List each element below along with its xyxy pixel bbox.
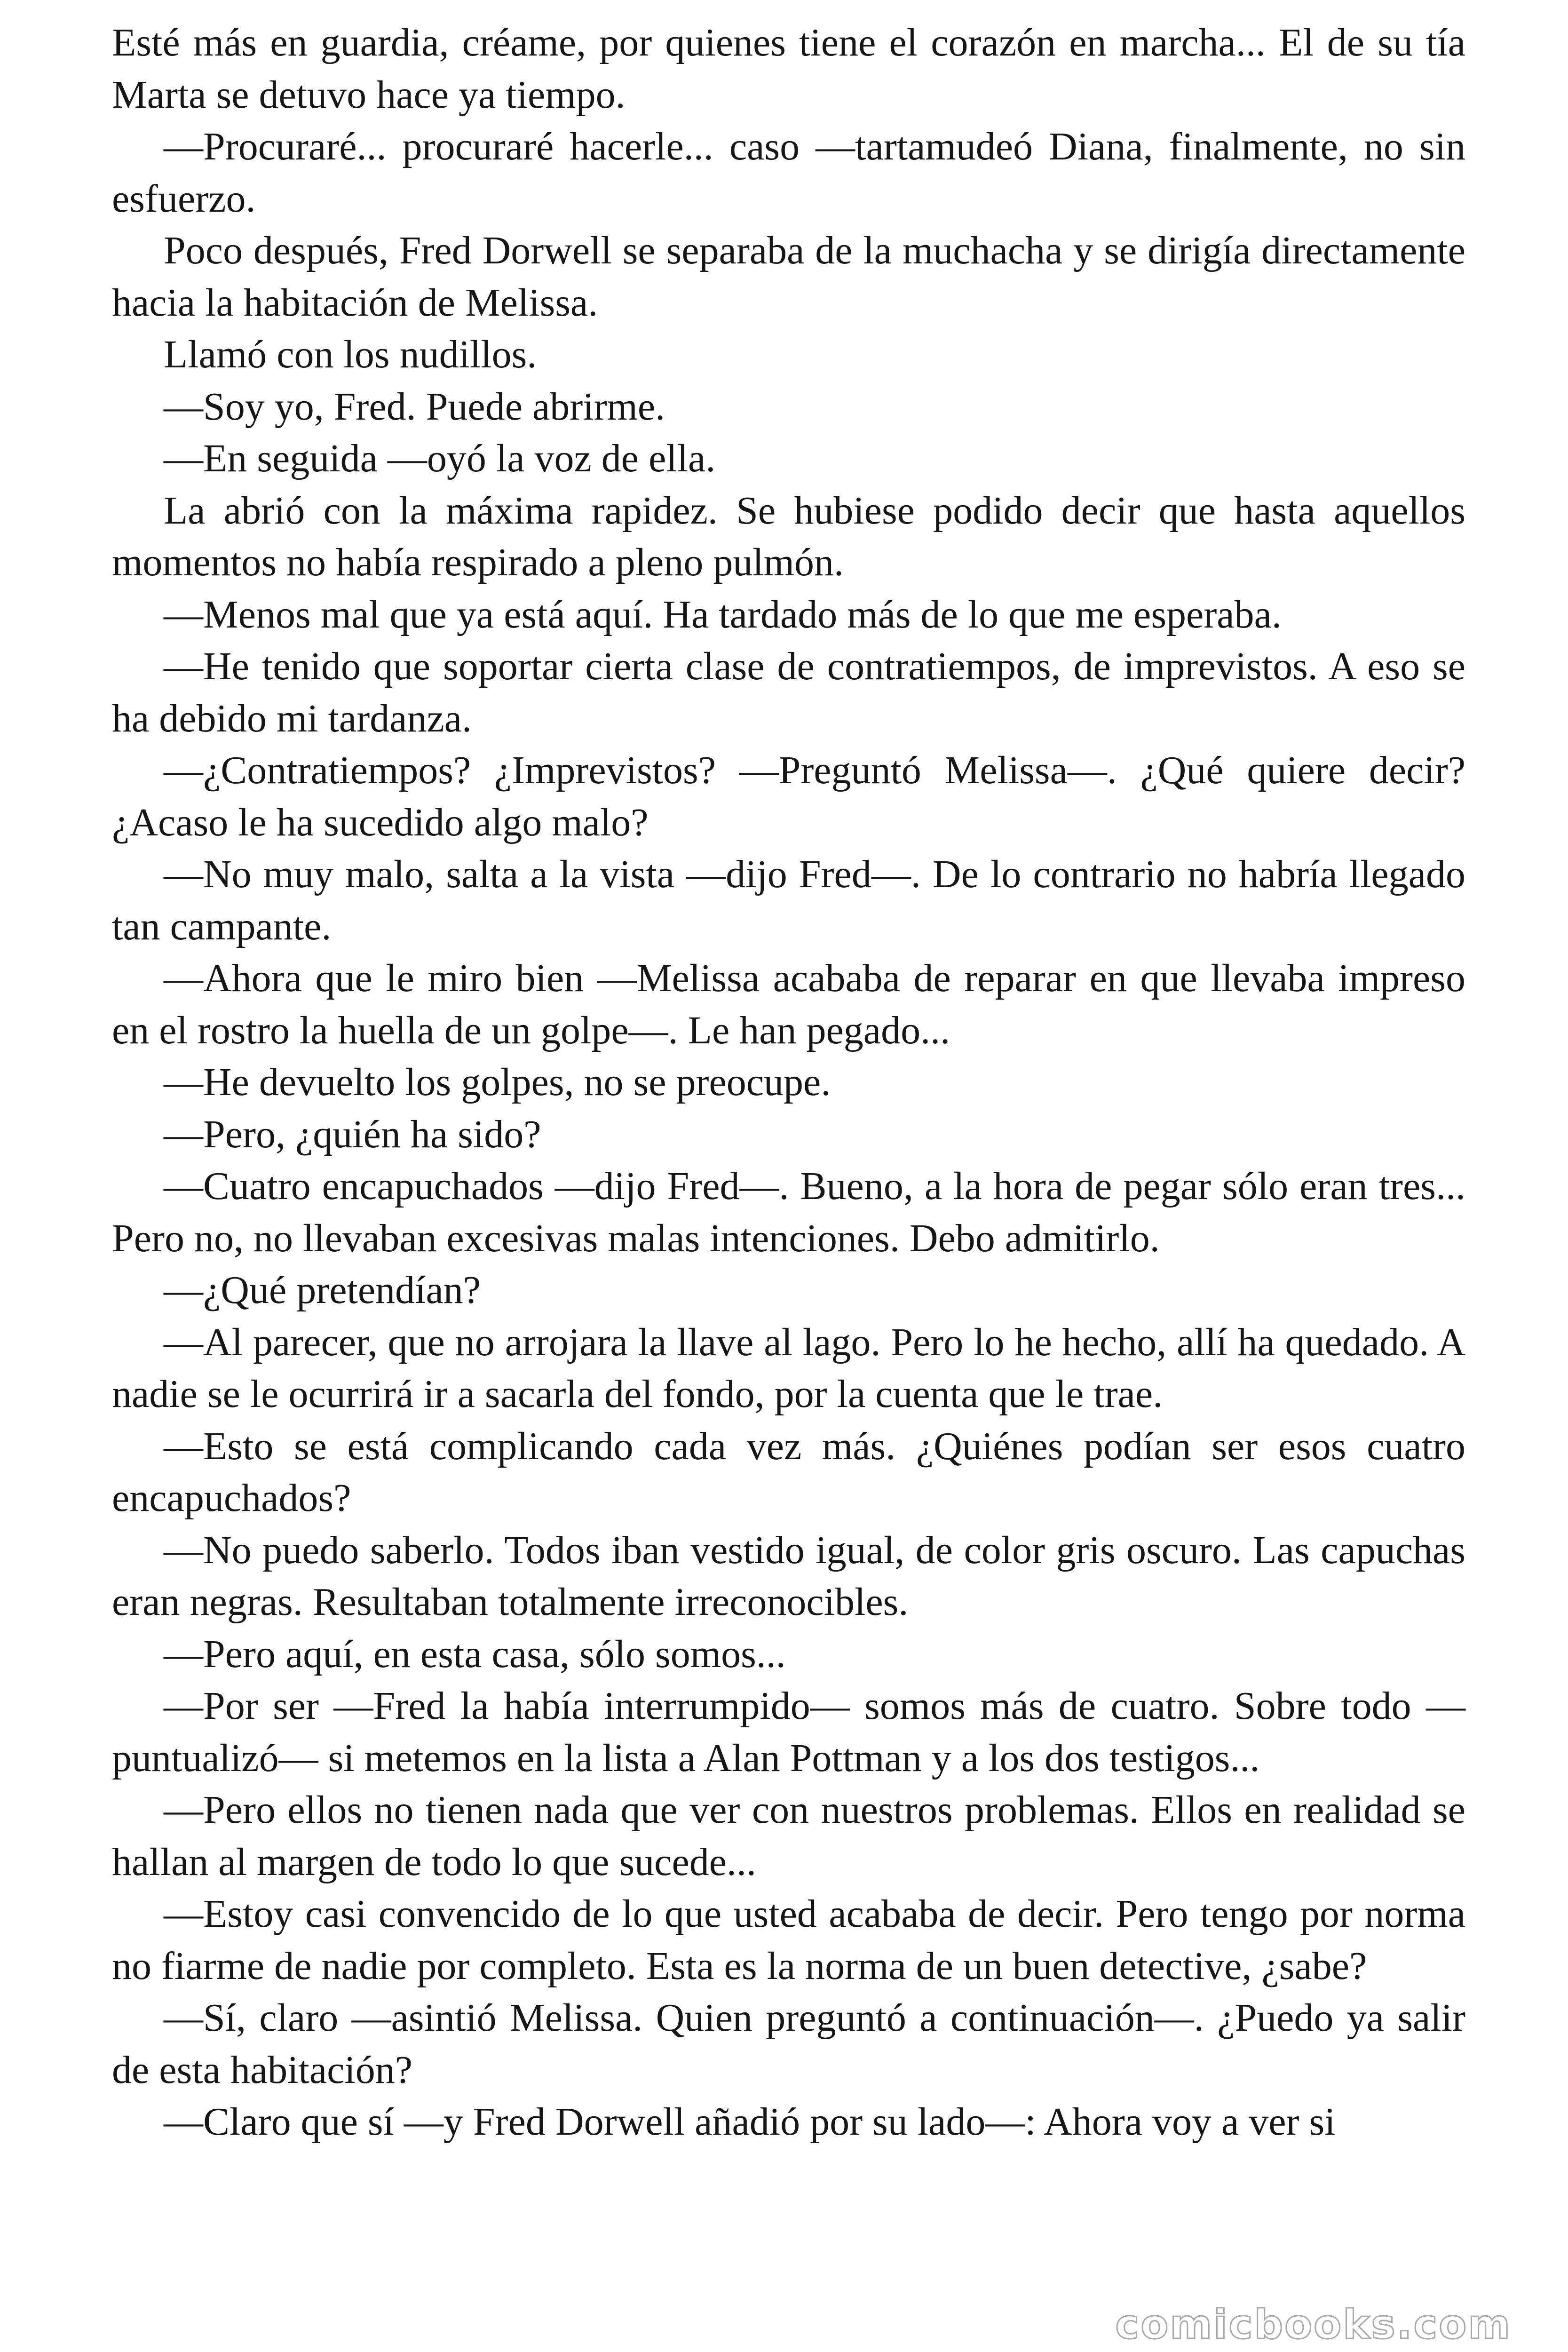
paragraph-4: Llamó con los nudillos. bbox=[164, 333, 537, 376]
paragraph-12: —Ahora que le miro bien —Melissa acababa de reparar en que llevaba impreso en el rostro la huella de un golpe—. Le han pegado... bbox=[112, 956, 1465, 1052]
paragraph-7: La abrió con la máxima rapidez. Se hubiese podido decir que hasta aquellos momentos no había respirado a pleno pulmón. bbox=[112, 488, 1465, 584]
paragraph-6: —En seguida —oyó la voz de ella. bbox=[164, 437, 716, 480]
paragraph-15: —Cuatro encapuchados —dijo Fred—. Bueno, a la hora de pegar sólo eran tres... Pero no, no llevaban excesivas malas intenciones. Debo admitirlo. bbox=[112, 1164, 1465, 1260]
paragraph-21: —Por ser —Fred la había interrumpido— somos más de cuatro. Sobre todo —puntualizó— si metemos en la lista a Alan Pottman y a los dos testigos... bbox=[112, 1684, 1465, 1780]
paragraph-17: —Al parecer, que no arrojara la llave al lago. Pero lo he hecho, allí ha quedado. A nadie se le ocurrirá ir a sacarla del fondo, por la cuenta que le trae. bbox=[112, 1320, 1465, 1416]
paragraph-19: —No puedo saberlo. Todos iban vestido igual, de color gris oscuro. Las capuchas eran negras. Resultaban totalmente irreconocibles. bbox=[112, 1528, 1465, 1624]
paragraph-3: Poco después, Fred Dorwell se separaba de la muchacha y se dirigía directamente hacia la habitación de Melissa. bbox=[112, 229, 1465, 325]
paragraph-5: —Soy yo, Fred. Puede abrirme. bbox=[164, 384, 665, 429]
paragraph-10: —¿Contratiempos? ¿Imprevistos? —Preguntó Melissa—. ¿Qué quiere decir? ¿Acaso le ha sucedido algo malo? bbox=[112, 748, 1465, 844]
paragraph-2: —Procuraré... procuraré hacerle... caso —tartamudeó Diana, finalmente, no sin esfuerzo. bbox=[112, 125, 1465, 221]
paragraph-9: —He tenido que soportar cierta clase de contratiempos, de imprevistos. A eso se ha debido mi tardanza. bbox=[112, 644, 1465, 740]
paragraph-24: —Sí, claro —asintió Melissa. Quien preguntó a continuación—. ¿Puedo ya salir de esta habitación? bbox=[112, 1996, 1465, 2092]
paragraph-16: —¿Qué pretendían? bbox=[164, 1268, 481, 1312]
paragraph-20: —Pero aquí, en esta casa, sólo somos... bbox=[164, 1632, 786, 1676]
paragraph-13: —He devuelto los golpes, no se preocupe. bbox=[164, 1060, 831, 1104]
paragraph-11: —No muy malo, salta a la vista —dijo Fred—. De lo contrario no habría llegado tan campante. bbox=[112, 852, 1465, 948]
paragraph-22: —Pero ellos no tienen nada que ver con nuestros problemas. Ellos en realidad se hallan al margen de todo lo que sucede... bbox=[112, 1788, 1465, 1884]
paragraph-18: —Esto se está complicando cada vez más. ¿Quiénes podían ser esos cuatro encapuchados? bbox=[112, 1424, 1465, 1520]
paragraph-8: —Menos mal que ya está aquí. Ha tardado más de lo que me esperaba. bbox=[164, 592, 1282, 636]
paragraph-23: —Estoy casi convencido de lo que usted acababa de decir. Pero tengo por norma no fiarme de nadie por completo. Esta es la norma de un buen detective, ¿sabe? bbox=[112, 1892, 1465, 1988]
book-page-text bbox=[112, 17, 1465, 2148]
paragraph-14: —Pero, ¿quién ha sido? bbox=[164, 1112, 541, 1156]
paragraph-1: Esté más en guardia, créame, por quienes tiene el corazón en marcha... El de su tía Marta se detuvo hace ya tiempo. bbox=[112, 21, 1465, 117]
site-watermark: comicbooks.com bbox=[1115, 2301, 1512, 2348]
paragraph-25: —Claro que sí —y Fred Dorwell añadió por su lado—: Ahora voy a ver si bbox=[164, 2100, 1336, 2144]
